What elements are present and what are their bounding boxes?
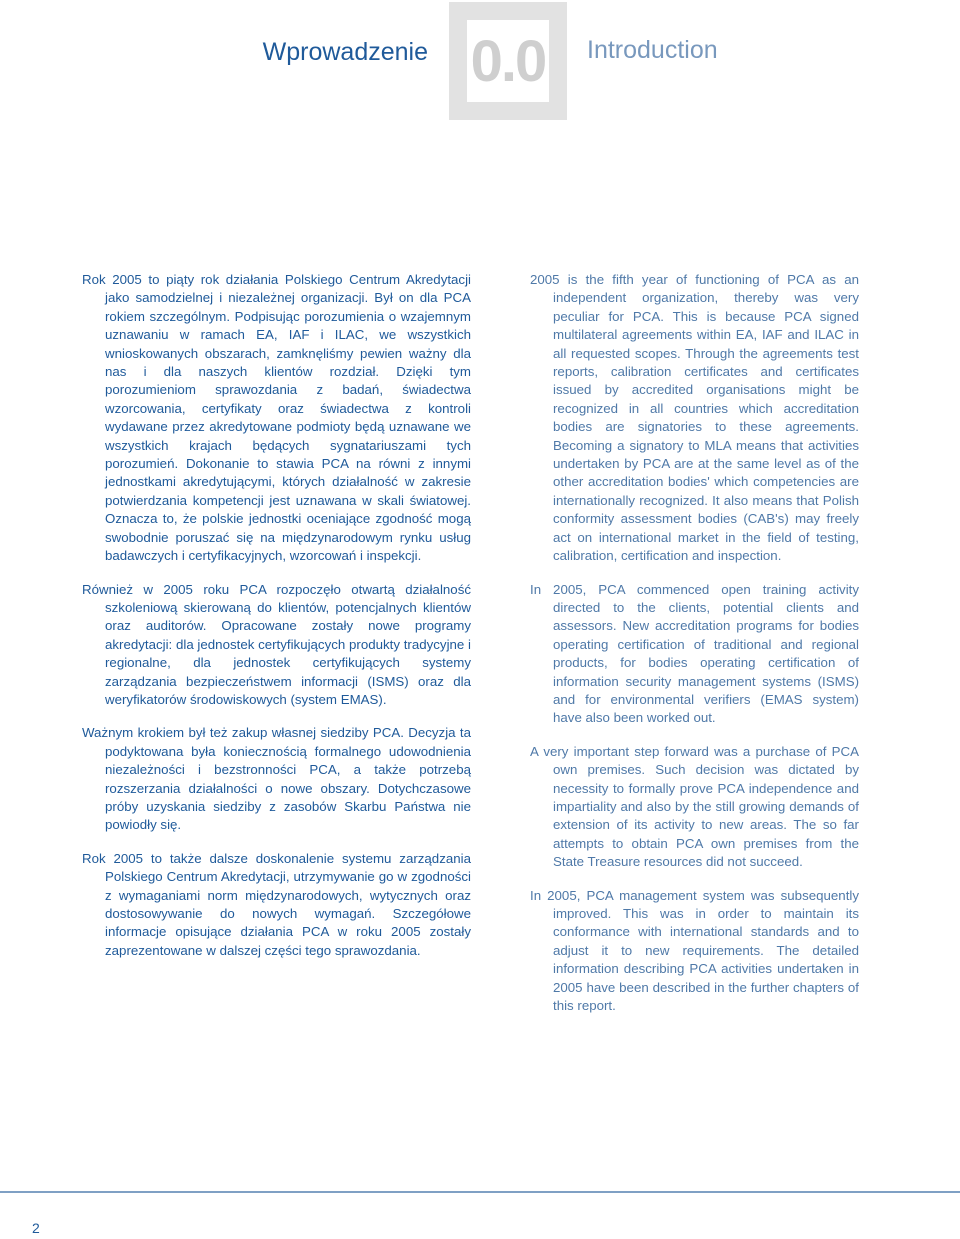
pl-paragraph-2: Również w 2005 roku PCA rozpoczęło otwartą działalność szkoleniową skierowaną do klientów, potencjalnych klientów oraz auditorów. Opracowane zostały nowe programy akredytacji: dla jednostek certyfikujących produkty tradycyjne i regionalne, dla jednostek certyfikujących systemy zarządzania bezpieczeństwem informacji (ISMS) oraz dla weryfikatorów środowiskowych (system EMAS).: [82, 581, 471, 707]
page-title-polish: Wprowadzenie: [262, 38, 428, 66]
pl-paragraph-1: Rok 2005 to piąty rok działania Polskiego Centrum Akredytacji jako samodzielnej i niezależnej organizacji. Był on dla PCA rokiem szczególnym. Podpisując porozumienia o wzajemnym uznawaniu w ramach EA, IAF i ILAC, we wszystkich wnioskowanych obszarach, zamknęliśmy pewien ważny dla nas i dla naszych klientów rozdział. Dzięki tym porozumieniom sprawozdania z badań, świadectwa wzorcowania, certyfikaty oraz świadectwa z kontroli wydawane przez akredytowane podmioty będą uznawane we wszystkich krajach będących sygnatariuszami tych porozumień. Dokonanie to stawia PCA na równi z innymi jednostkami akredytującymi, których działalność w zakresie potwierdzania kompetencji jest uznawana w skali światowej. Oznacza to, że polskie jednostki oceniające zgodność mogą swobodnie poruszać się na międzynarodowym rynku usług badawczych i certyfikacyjnych, wzorcowań i inspekcji.: [82, 272, 471, 564]
en-paragraph-2: In 2005, PCA commenced open training activity directed to the clients, potential clients and assessors. New accreditation programs for bodies operating certification of traditional and regional products, for bodies operating certification of information security management systems (ISMS) and for environmental verifiers (EMAS system) have also been worked out.: [530, 581, 859, 726]
page-number: 2: [32, 1220, 40, 1236]
polish-text-column: [82, 271, 471, 975]
en-paragraph-1: 2005 is the fifth year of functioning of PCA as an independent organization, thereby was very peculiar for PCA. This is because PCA signed multilateral agreements within EA, IAF and ILAC in all requested scopes. Through the agreements test reports, calibration certificates and certificates issued by accredited organisations might be recognized in all countries which accreditation bodies are signatories to these agreements. Becoming a signatory to MLA means that activities undertaken by PCA are at the same level as of the other accreditation bodies' which competencies are internationally recognized. It also means that Polish conformity assessment bodies (CAB's) may freely act on international market in the field of testing, calibration, certification and inspection.: [530, 272, 859, 564]
footer-divider: [0, 1191, 960, 1193]
en-paragraph-3: A very important step forward was a purchase of PCA own premises. Such decision was dictated by necessity to formally prove PCA independence and impartiality and also by the still growing demands of extension of its activity to new areas. The so far attempts to obtain PCA own premises from the State Treasure resources did not succeed.: [530, 743, 859, 870]
page-title-english: Introduction: [587, 36, 718, 64]
en-paragraph-4: In 2005, PCA management system was subsequently improved. This was in order to maintain its conformance with international standards and to adjust it to new requirements. The detailed information describing PCA activities undertaken in 2005 have been described in the further chapters of this report.: [530, 887, 859, 1014]
pl-paragraph-4: Rok 2005 to także dalsze doskonalenie systemu zarządzania Polskiego Centrum Akredytacji, utrzymywanie go w zgodności z wymaganiami norm międzynarodowych, wytycznych oraz dostosowywanie do nowych wymagań. Szczegółowe informacje opisujące działania PCA w roku 2005 zostały zaprezentowane w dalszej części tego sprawozdania.: [82, 850, 471, 958]
chapter-number: 0.0: [470, 29, 546, 94]
english-text-column: [530, 271, 859, 1030]
pl-paragraph-3: Ważnym krokiem był też zakup własnej siedziby PCA. Decyzja ta podyktowana była koniecznością formalnego udowodnienia niezależności i bezstronności PCA, a także potrzebą rozszerzania działalności o nowe obszary. Dotychczasowe próby uzyskania siedziby z zasobów Skarbu Państwa nie powiodły się.: [82, 725, 471, 833]
